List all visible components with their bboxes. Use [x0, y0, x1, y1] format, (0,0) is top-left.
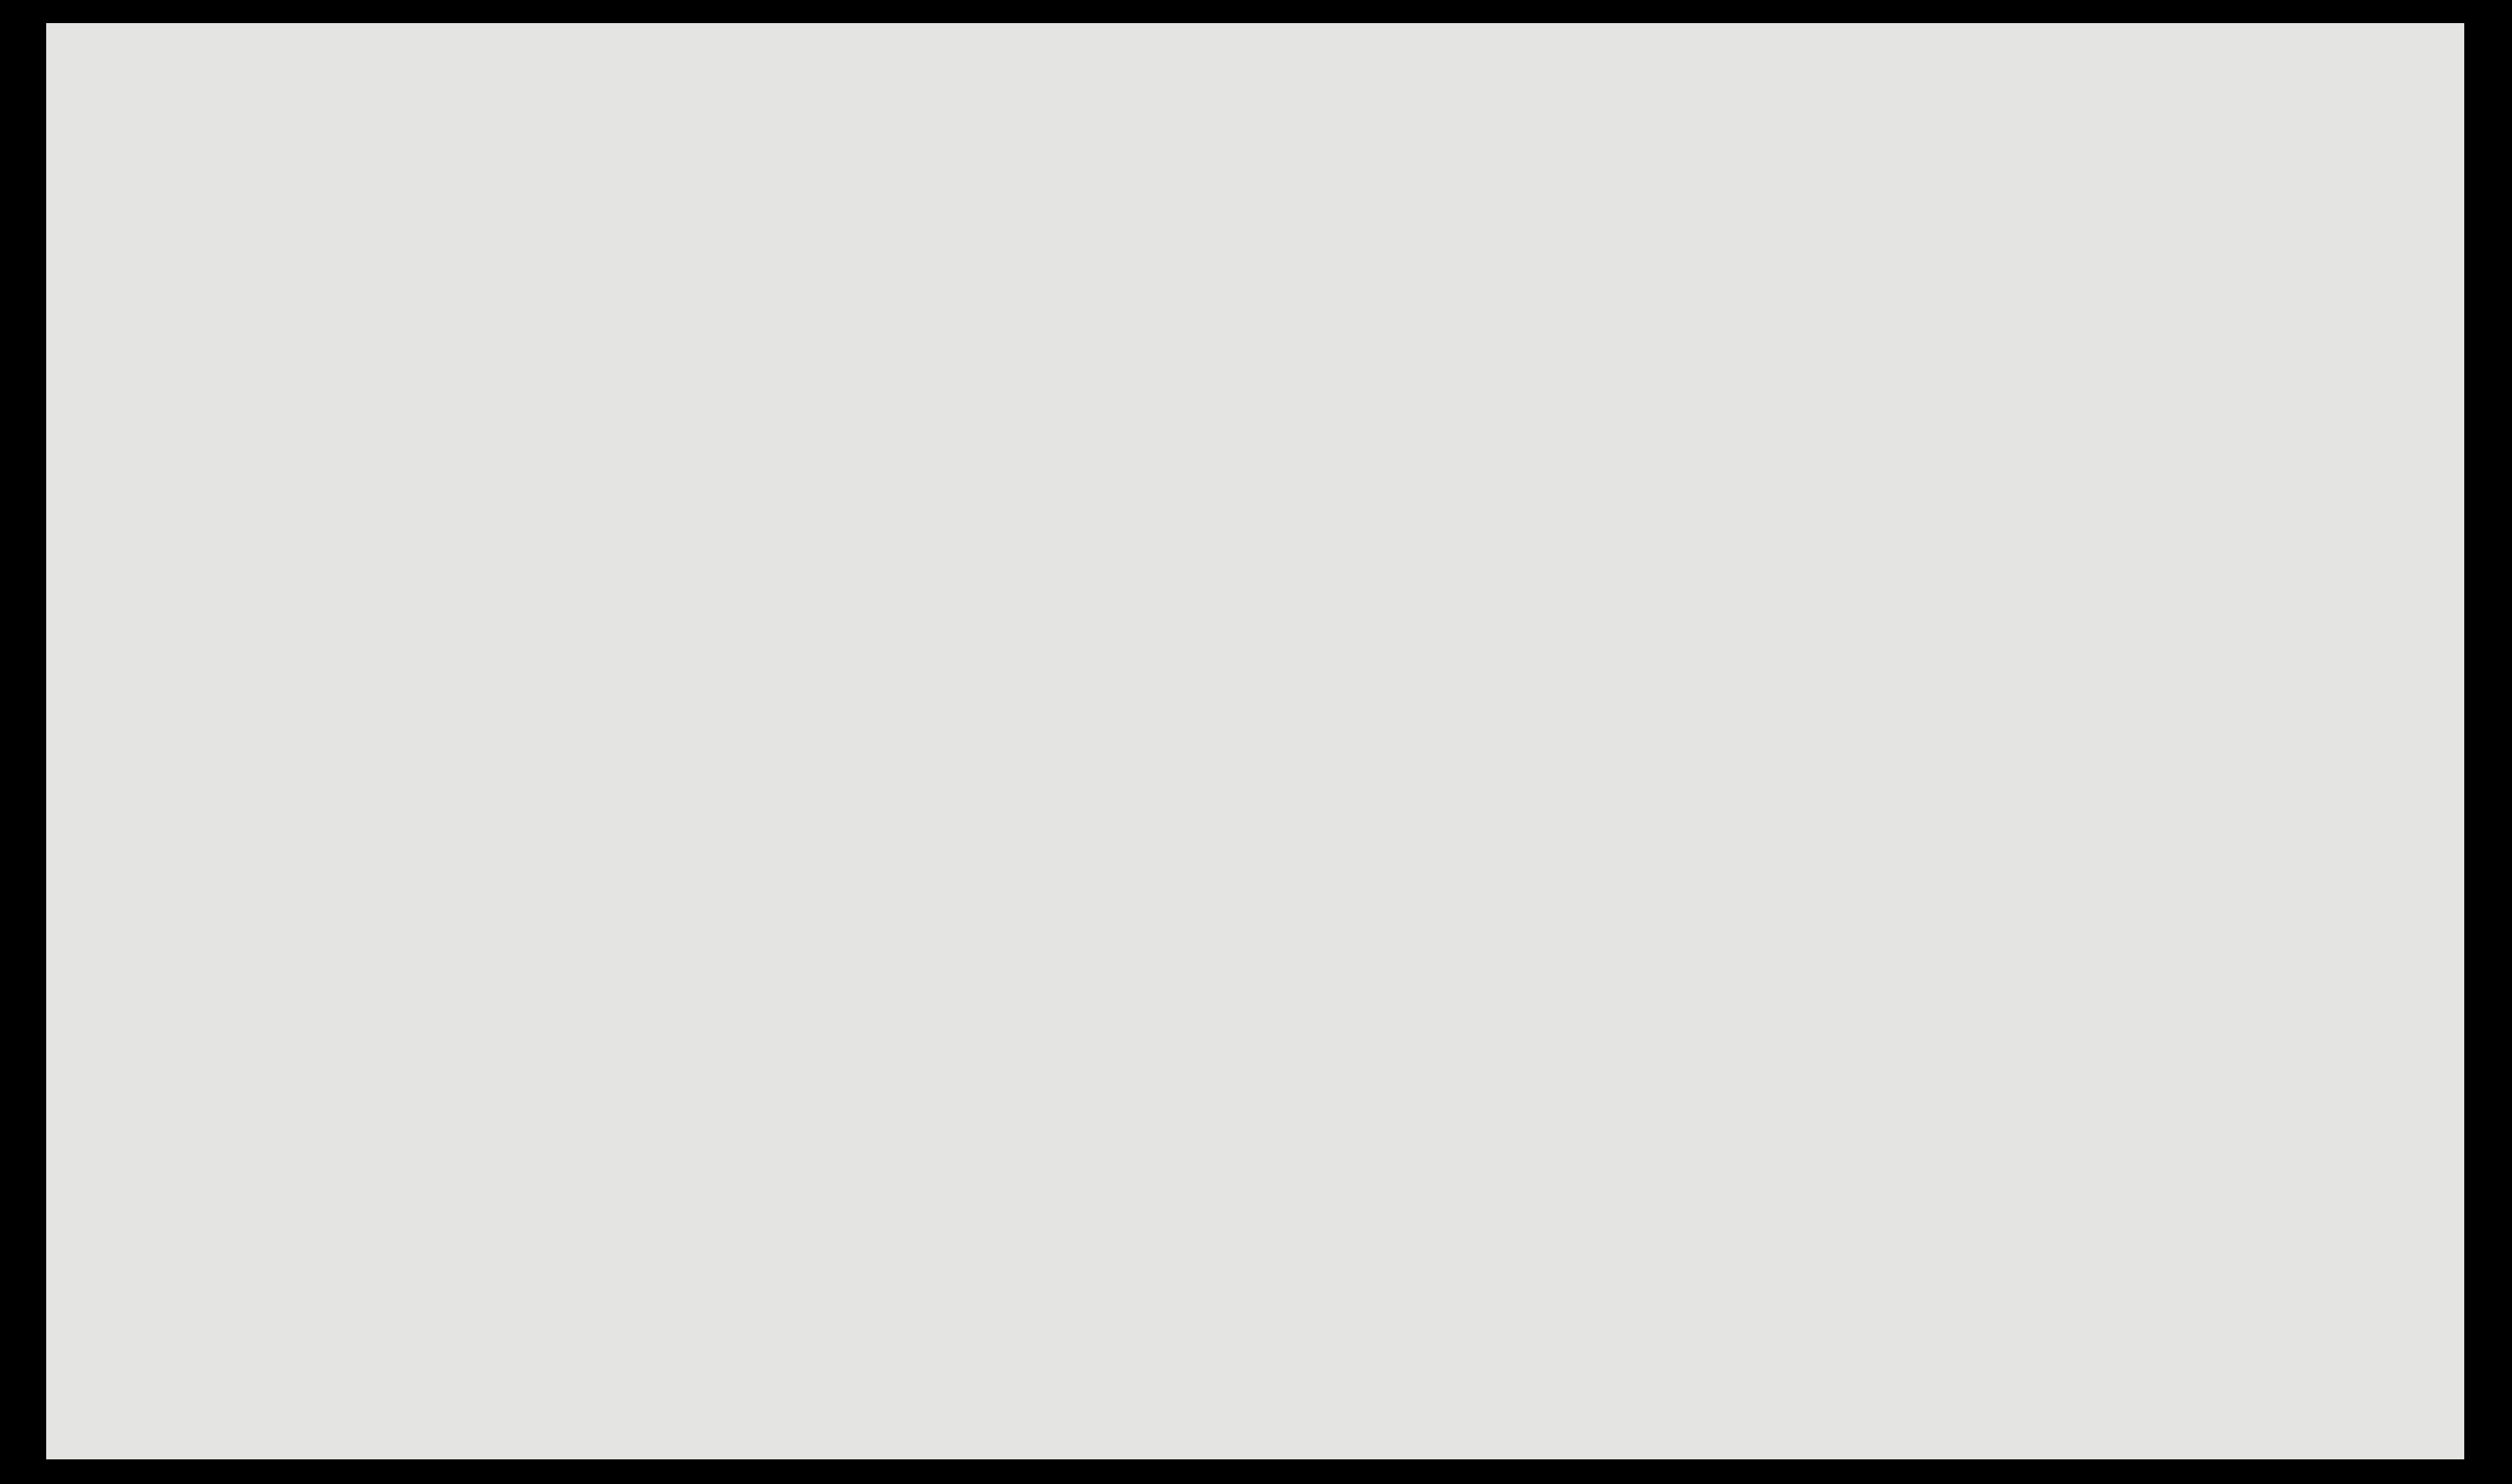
census-card-sheet	[46, 23, 2464, 1459]
census-card-svg	[46, 23, 2464, 1459]
